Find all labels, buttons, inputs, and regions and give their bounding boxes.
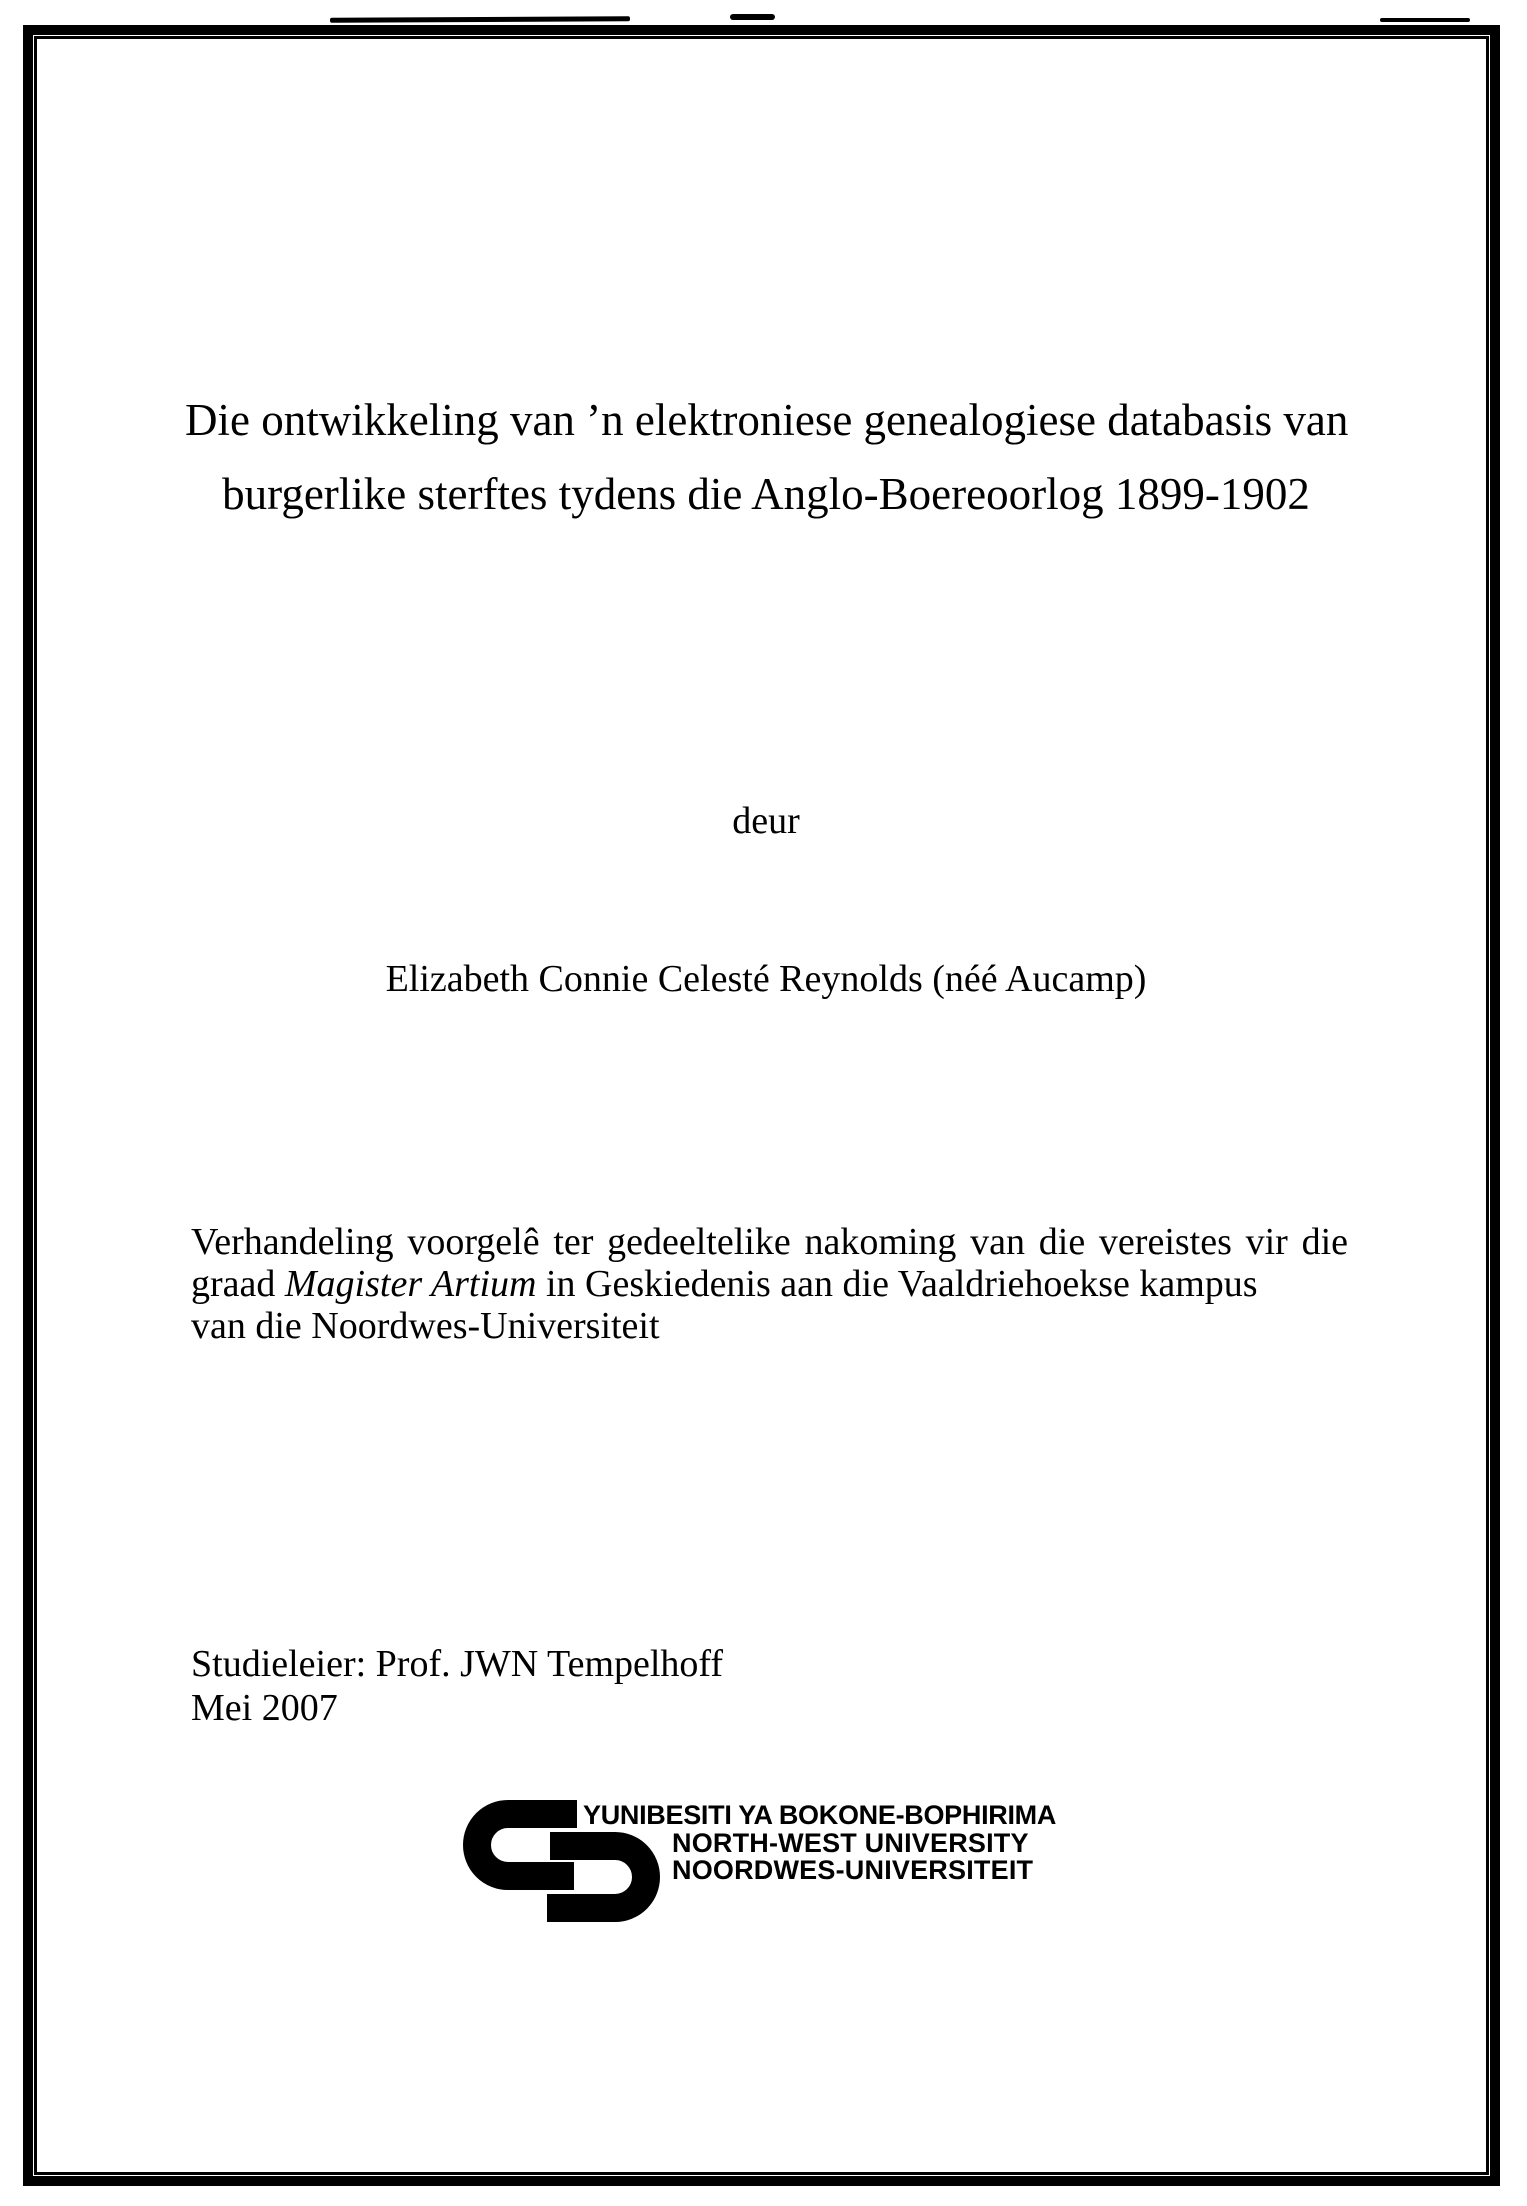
degree-name-italic: Magister Artium xyxy=(284,1263,537,1305)
author-name: Elizabeth Connie Celesté Reynolds (néé Aucamp) xyxy=(385,958,1147,1000)
degree-statement-line2-post: in Geskiedenis aan die Vaaldriehoekse kampus xyxy=(536,1263,1258,1305)
supervisor-block xyxy=(191,1642,1348,1730)
scan-artifact xyxy=(1380,18,1470,22)
supervisor-line: Studieleier: Prof. JWN Tempelhoff xyxy=(191,1643,724,1685)
logo-text-english: NORTH-WEST UNIVERSITY xyxy=(672,1827,1029,1858)
date-line: Mei 2007 xyxy=(191,1687,338,1729)
university-logo xyxy=(463,1798,1083,1933)
scan-artifact xyxy=(330,16,630,23)
degree-statement-line3: van die Noordwes-Universiteit xyxy=(191,1305,660,1347)
byline-label: deur xyxy=(732,800,800,842)
university-logo-text xyxy=(583,1802,1056,1885)
thesis-title xyxy=(185,383,1347,531)
degree-statement-line2 xyxy=(191,1263,1348,1305)
thesis-title-line2: burgerlike sterftes tydens die Anglo-Boereoorlog 1899-1902 xyxy=(222,469,1310,519)
degree-statement xyxy=(191,1221,1348,1347)
logo-text-setswana: YUNIBESITI YA BOKONE-BOPHIRIMA xyxy=(583,1800,1057,1830)
degree-statement-line2-pre: graad xyxy=(191,1263,285,1305)
scan-artifact xyxy=(730,14,775,20)
degree-statement-line1: Verhandeling voorgelê ter gedeeltelike nakoming van die vereistes vir die xyxy=(191,1221,1348,1263)
logo-text-afrikaans: NOORDWES-UNIVERSITEIT xyxy=(672,1855,1034,1885)
thesis-title-line1: Die ontwikkeling van ’n elektroniese genealogiese databasis van xyxy=(185,395,1349,445)
